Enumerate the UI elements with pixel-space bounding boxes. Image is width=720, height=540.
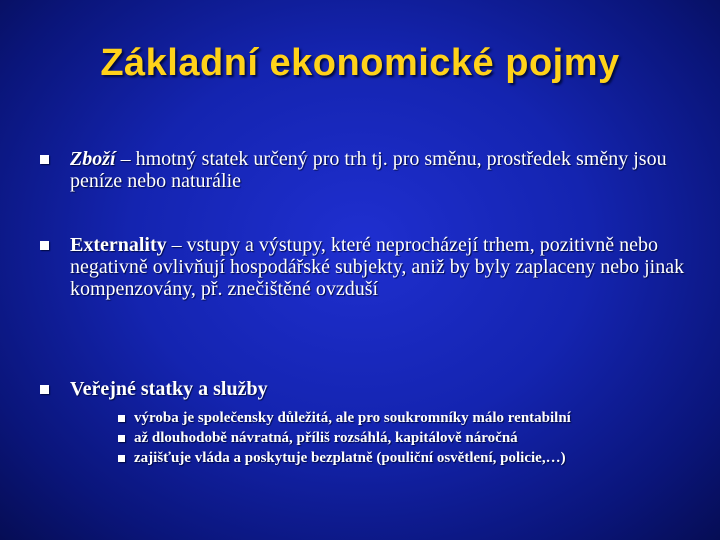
square-bullet-icon (40, 385, 49, 394)
bullet-item-public-goods (40, 378, 690, 468)
sub-bullet-list (118, 408, 690, 468)
square-bullet-icon (40, 241, 49, 250)
square-bullet-icon (118, 415, 125, 422)
sub-bullet-text: až dlouhodobě návratná, příliš rozsáhlá, kapitálově náročná (134, 430, 518, 446)
square-bullet-icon (118, 455, 125, 462)
slide-title: Základní ekonomické pojmy (100, 42, 620, 84)
bullet-text: – vstupy a výstupy, které neprocházejí trhem, pozitivně nebo negativně ovlivňují hospodářské subjekty, aniž by byly zaplaceny nebo jinak kompenzovány, př. znečištěné ovzduší (70, 234, 685, 300)
sub-bullet-item (118, 448, 690, 468)
bullet-term: Externality (70, 234, 167, 256)
bullet-term: Zboží (70, 148, 116, 170)
square-bullet-icon (40, 155, 49, 164)
bullet-item-externalities (40, 234, 690, 300)
sub-bullet-text: výroba je společensky důležitá, ale pro soukromníky málo rentabilní (134, 410, 571, 426)
square-bullet-icon (118, 435, 125, 442)
sub-bullet-item (118, 428, 690, 448)
bullet-term: Veřejné statky a služby (70, 378, 268, 400)
sub-bullet-text: zajišťuje vláda a poskytuje bezplatně (pouliční osvětlení, policie,…) (134, 450, 566, 466)
sub-bullet-item (118, 408, 690, 428)
bullet-item-goods (40, 148, 690, 192)
bullet-text: – hmotný statek určený pro trh tj. pro směnu, prostředek směny jsou peníze nebo naturálie (70, 148, 667, 192)
